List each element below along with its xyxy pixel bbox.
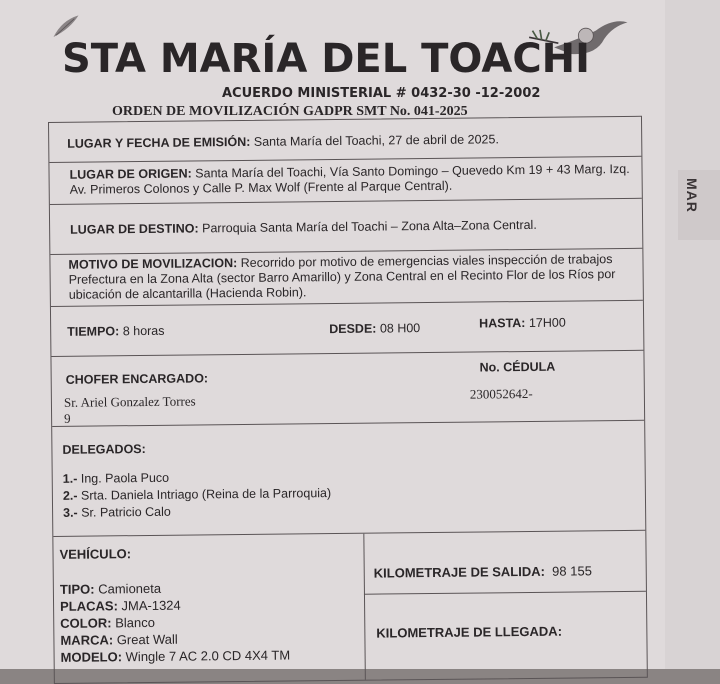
destino-row bbox=[50, 199, 642, 255]
row-divider bbox=[364, 591, 646, 595]
delegados-label: DELEGADOS: bbox=[62, 441, 146, 457]
vehiculo-row bbox=[53, 531, 646, 683]
km-salida-value: 98 155 bbox=[552, 563, 592, 579]
vehiculo-color: COLOR: Blanco bbox=[60, 614, 155, 631]
delegados-row bbox=[52, 421, 645, 537]
cedula-value-end: 9 bbox=[64, 410, 71, 426]
vehiculo-tipo: TIPO: Camioneta bbox=[59, 580, 162, 597]
folder-tab-label: MAR bbox=[684, 178, 700, 213]
mobilization-form bbox=[48, 116, 648, 684]
hasta-label: HASTA: bbox=[479, 316, 526, 331]
motivo-row bbox=[50, 249, 643, 307]
emision-label: LUGAR Y FECHA DE EMISIÓN: bbox=[67, 134, 251, 151]
column-divider bbox=[363, 534, 366, 680]
vehiculo-placas: PLACAS: JMA-1324 bbox=[59, 597, 181, 614]
motivo-label: MOTIVO DE MOVILIZACION: bbox=[68, 256, 238, 272]
desde-label: DESDE: bbox=[329, 321, 377, 337]
cedula-value: 230052642- bbox=[469, 385, 533, 402]
tiempo-value: 8 horas bbox=[122, 323, 165, 339]
origen-row bbox=[49, 157, 641, 205]
vehiculo-fields bbox=[60, 578, 290, 665]
km-llegada-label: KILOMETRAJE DE LLEGADA: bbox=[376, 623, 563, 641]
destino-label: LUGAR DE DESTINO: bbox=[70, 221, 199, 237]
delegado-item: 3.- Sr. Patricio Calo bbox=[63, 504, 171, 520]
desde-value: 08 H00 bbox=[379, 321, 421, 336]
motivo-value: Recorrido por motivo de emergencias viales inspección de trabajos Prefectura en la Zona Alta (sector Barro Amarillo) y Zona Central en el Recinto Flor de los Ríos por ubicación de alcantarilla (Hacienda Robin). bbox=[68, 252, 616, 302]
origen-label: LUGAR DE ORIGEN: bbox=[69, 166, 192, 182]
document-title: ORDEN DE MOVILIZACIÓN GADPR SMT No. 041-2025 bbox=[112, 104, 468, 119]
destino-value: Parroquia Santa María del Toachi – Zona Alta–Zona Central. bbox=[202, 217, 537, 236]
vehiculo-modelo: MODELO: Wingle 7 AC 2.0 CD 4X4 TM bbox=[60, 647, 291, 665]
acuerdo-ministerial: ACUERDO MINISTERIAL # 0432-30 -12-2002 bbox=[222, 86, 541, 101]
tiempo-label: TIEMPO: bbox=[67, 324, 120, 339]
origen-value: Santa María del Toachi, Vía Santo Domingo – Quevedo Km 19 + 43 Marg. Izq. Av. Primeros Colonos y Calle P. Max Wolf (Frente al Parque Central). bbox=[69, 161, 630, 197]
emision-value: Santa María del Toachi, 27 de abril de 2025. bbox=[253, 132, 499, 149]
delegados-list bbox=[63, 465, 646, 522]
chofer-name: Sr. Ariel Gonzalez Torres bbox=[63, 393, 196, 410]
delegado-item: 2.- Srta. Daniela Intriago (Reina de la Parroquia) bbox=[62, 486, 332, 503]
hasta-value: 17H00 bbox=[528, 315, 566, 330]
tiempo-row bbox=[51, 301, 643, 357]
vehiculo-marca: MARCA: Great Wall bbox=[60, 631, 178, 648]
cedula-label: No. CÉDULA bbox=[479, 359, 556, 375]
chofer-label: CHOFER ENCARGADO: bbox=[65, 371, 209, 387]
logo-wordmark: STA MARÍA DEL TOACHI bbox=[62, 36, 591, 82]
emision-row bbox=[49, 117, 641, 163]
km-salida-label: KILOMETRAJE DE SALIDA: bbox=[373, 563, 545, 581]
delegado-item: 1.- Ing. Paola Puco bbox=[62, 470, 170, 486]
chofer-row bbox=[51, 351, 644, 427]
vehiculo-label: VEHÍCULO: bbox=[59, 546, 132, 562]
